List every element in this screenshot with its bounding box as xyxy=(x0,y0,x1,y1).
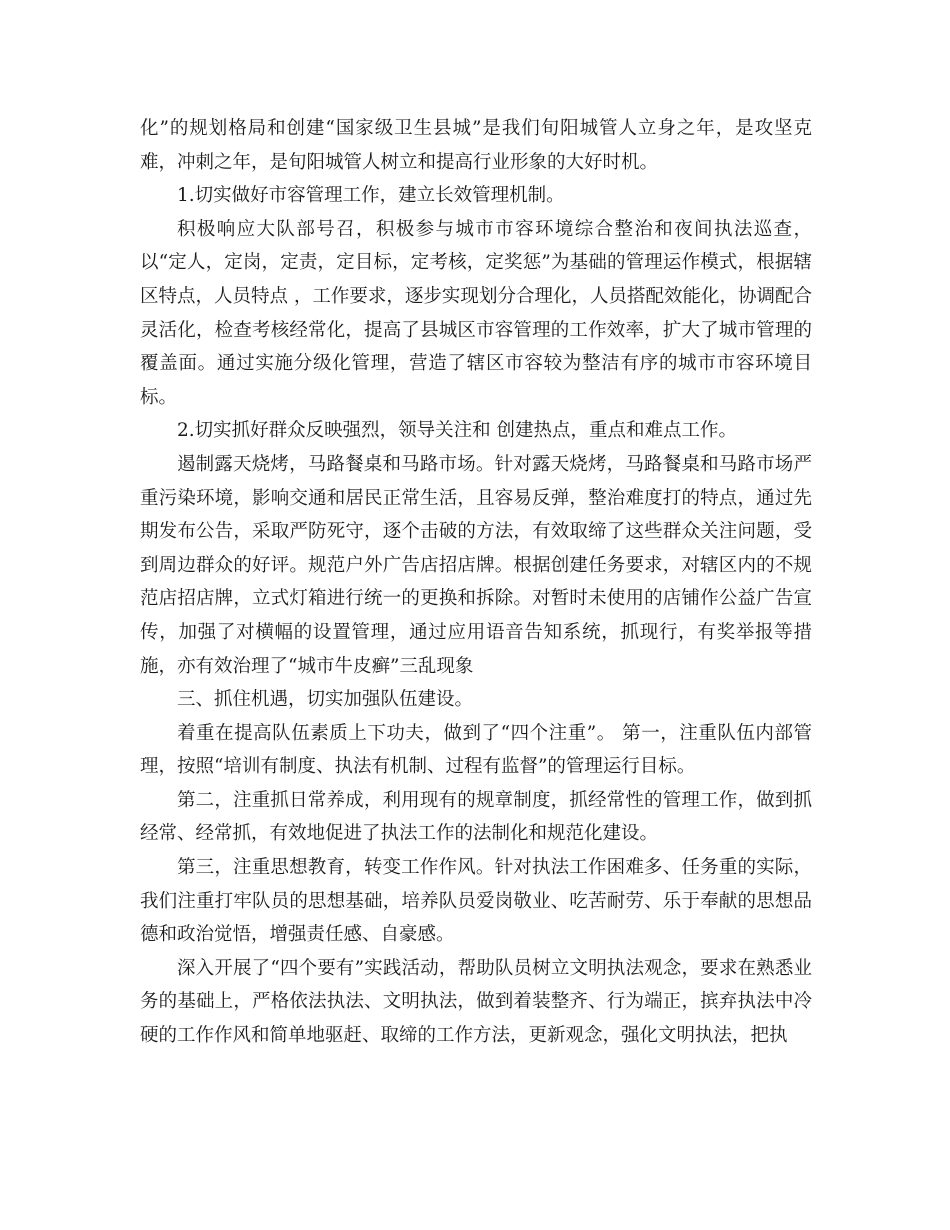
paragraph-first-emphasis: 着重在提高队伍素质上下功夫，做到了“四个注重”。 第一，注重队伍内部管理，按照“培训有制度、执法有机制、过程有监督”的管理运行目标。 xyxy=(140,722,812,778)
document-body xyxy=(140,112,812,1053)
paragraph-four-musts: 深入开展了“四个要有”实践活动，帮助队员树立文明执法观念，要求在熟悉业务的基础上，严格依法执法、文明执法，做到着装整齐、行为端正，摈弃执法中冷硬的工作作风和简单地驱赶、取缔的工作方法，更新观念，强化文明执法，把执 xyxy=(140,957,812,1047)
paragraph-street-vendors: 遏制露天烧烤，马路餐桌和马路市场。针对露天烧烤，马路餐桌和马路市场严重污染环境，影响交通和居民正常生活，且容易反弹，整治难度打的特点，通过先期发布公告，采取严防死守，逐个击破的方法，有效取缔了这些群众关注问题，受到周边群众的好评。规范户外广告店招店牌。根据创建任务要求，对辖区内的不规范店招店牌，立式灯箱进行统一的更换和拆除。对暂时未使用的店铺作公益广告宣传，加强了对横幅的设置管理，通过应用语音告知系统，抓现行，有奖举报等措施，亦有效治理了“城市牛皮癣”三乱现象 xyxy=(140,453,812,677)
section-heading-team-building: 三、抓住机遇，切实加强队伍建设。 xyxy=(177,689,474,711)
paragraph-continuation: 化”的规划格局和创建“国家级卫生县城”是我们旬阳城管人立身之年，是攻坚克难，冲刺之年，是旬阳城管人树立和提高行业形象的大好时机。 xyxy=(140,118,812,173)
paragraph-third-emphasis: 第三，注重思想教育，转变工作作风。针对执法工作困难多、任务重的实际，我们注重打牢队员的思想基础，培养队员爱岗敬业、吃苦耐劳、乐于奉献的思想品德和政治觉悟，增强责任感、自豪感。 xyxy=(140,857,812,946)
paragraph-second-emphasis: 第二，注重抓日常养成，利用现有的规章制度，抓经常性的管理工作，做到抓经常、经常抓，有效地促进了执法工作的法制化和规范化建设。 xyxy=(140,789,812,845)
paragraph-management-mode: 积极响应大队部号召，积极参与城市市容环境综合整治和夜间执法巡查，以“定人，定岗，定责，定目标，定考核，定奖惩”为基础的管理运作模式，根据辖区特点，人员特点 ，工作要求，逐步实现划分合理化，人员搭配效能化，协调配合灵活化，检查考核经常化，提高了县城区市容管理的工作效率，扩大了城市管理的覆盖面。通过实施分级化管理，营造了辖区市容较为整洁有序的城市市容环境目标。 xyxy=(140,218,812,408)
section-heading-hotspots: 2.切实抓好群众反映强烈，领导关注和 创建热点，重点和难点工作。 xyxy=(177,420,738,442)
section-heading-city-appearance: 1.切实做好市容管理工作，建立长效管理机制。 xyxy=(177,185,565,207)
